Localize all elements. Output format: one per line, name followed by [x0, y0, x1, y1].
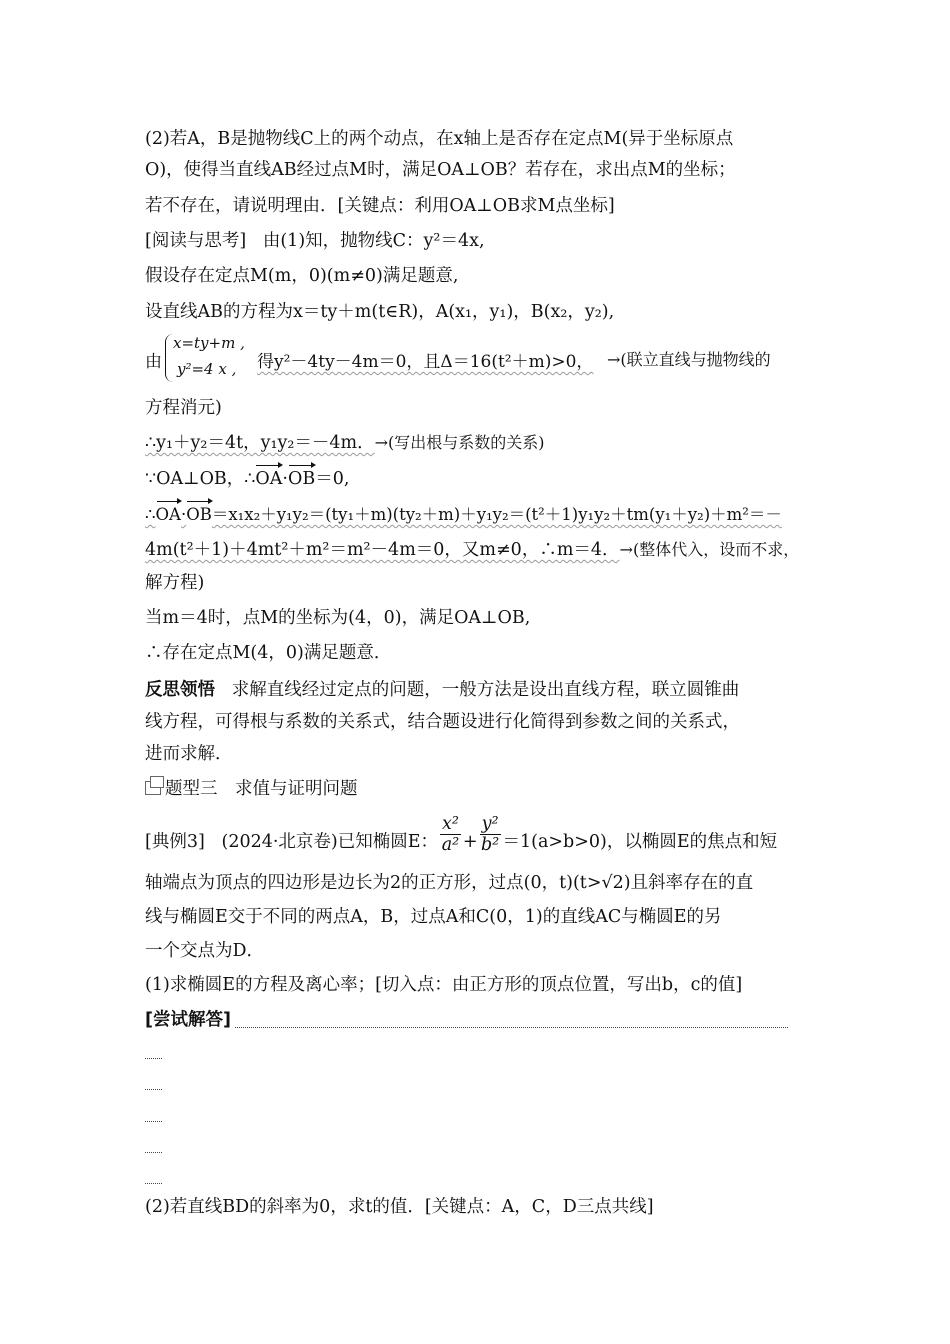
- dot-product-zero: ＝0,: [315, 469, 350, 489]
- vieta-note: →(写出根与系数的关系): [374, 433, 545, 452]
- example3-line1: [典例3] (2024·北京卷)已知椭圆E： $\frac{\text{x²}}{\text{a²}}$ + $\frac{\text{y²}}{\text{b²}}$ ＝1(a>b>0)，以椭圆E的焦点和短: [145, 814, 778, 855]
- equation-system: [145, 334, 805, 386]
- solve-note: →(整体代入，设而不求，: [619, 540, 800, 559]
- system-prefix: 由: [145, 352, 162, 372]
- reading-text: 由(1)知，抛物线C：y²＝4x,: [262, 231, 485, 251]
- fraction-y-num: y²: [481, 814, 499, 834]
- fraction-y: [480, 814, 501, 855]
- example3-line4: 一个交点为D．: [145, 941, 265, 961]
- vieta-relation: ∴y₁＋y₂＝4t，y₁y₂＝－4m．: [145, 433, 375, 453]
- answer-line-3[interactable]: [145, 1089, 162, 1090]
- reflection-label: 反思领悟: [145, 680, 215, 700]
- section-title: 题型三 求值与证明问题: [165, 779, 358, 799]
- section-icon: [145, 781, 161, 795]
- reading-line3: 设直线AB的方程为x＝ty＋m(t∈R)，A(x₁，y₁)，B(x₂，y₂),: [145, 302, 615, 322]
- reading-line6: [145, 431, 545, 455]
- example-source: (2024·北京卷)已知椭圆E：: [221, 832, 439, 852]
- solve-m: 4m(t²＋1)＋4mt²＋m²＝m²－4m＝0，又m≠0，∴m＝4．: [145, 540, 620, 560]
- example3-line2: 轴端点为顶点的四边形是边长为2的正方形，过点(0，t)(t>√2)且斜率存在的直: [145, 873, 754, 893]
- therefore-symbol: ∴: [145, 505, 156, 524]
- fraction-x: [440, 814, 461, 855]
- example-label: [典例3]: [145, 832, 205, 852]
- part2-question-line1: (2)若A，B是抛物线C上的两个动点，在x轴上是否存在定点M(异于坐标原点: [145, 129, 734, 149]
- part2-question-line3-text: 若不存在，请说明理由．: [145, 196, 338, 216]
- answer-line-6[interactable]: [145, 1183, 162, 1184]
- answer-line-5[interactable]: [145, 1152, 162, 1153]
- answer-line-2[interactable]: [145, 1058, 162, 1059]
- part2-question-line3: [145, 194, 615, 218]
- reading-label: [阅读与思考]: [145, 231, 247, 251]
- system-result: 得y²－4ty－4m＝0，且Δ＝16(t²＋m)>0，: [257, 352, 594, 372]
- section-header: [145, 777, 358, 801]
- example3-line3: 线与椭圆E交于不同的两点A，B，过点A和C(0，1)的直线AC与椭圆E的另: [145, 907, 722, 927]
- fraction-y-den: b²: [480, 835, 500, 855]
- reflection-text: 求解直线经过定点的问题，一般方法是设出直线方程，联立圆锥曲: [231, 680, 740, 700]
- reading-line9: [145, 538, 799, 562]
- reflection-line2: 线方程，可得根与系数的关系式，结合题设进行化简得到参数之间的关系式，: [145, 712, 740, 732]
- fraction-x-den: a²: [441, 835, 460, 855]
- fraction-x-num: x²: [442, 814, 459, 834]
- vector-oa: OA: [255, 469, 283, 489]
- dot-product-expansion: ＝x₁x₂＋y₁y₂＝(ty₁＋m)(ty₂＋m)＋y₁y₂＝(t²＋1)y₁y₂＋tm(y₁＋y₂)＋m²＝－: [211, 505, 782, 524]
- example3-question1: (1)求椭圆E的方程及离心率；[切入点：由正方形的顶点位置，写出b，c的值]: [145, 975, 743, 995]
- answer-line-4[interactable]: [145, 1121, 162, 1122]
- reflection-line3: 进而求解．: [145, 744, 233, 764]
- reading-line7: ∵OA⊥OB，∴OA·OB＝0,: [145, 469, 350, 489]
- try-answer-label: [尝试解答]: [145, 1010, 231, 1030]
- system-note: →(联立直线与抛物线的: [607, 350, 771, 369]
- reading-line2: 假设存在定点M(m，0)(m≠0)满足题意,: [145, 266, 459, 286]
- part2-question-line2: O)，使得当直线AB经过点M时，满足OA⊥OB？若存在，求出点M的坐标；: [145, 160, 736, 180]
- vector-ob-2: OB: [186, 503, 212, 527]
- example3-question2: (2)若直线BD的斜率为0，求t的值．[关键点：A，C，D三点共线]: [145, 1197, 654, 1217]
- perp-condition: ∵OA⊥OB，∴: [145, 469, 256, 489]
- reading-line1: [145, 229, 485, 253]
- reflection-line1: [145, 678, 739, 702]
- reading-line5: 方程消元): [145, 398, 222, 418]
- system-row1: x=ty+m ,: [173, 334, 245, 352]
- vector-ob: OB: [288, 469, 316, 489]
- reading-line10: 解方程): [145, 573, 205, 593]
- vector-oa-2: OA: [156, 503, 181, 527]
- reading-line12: ∴存在定点M(4，0)满足题意．: [145, 643, 392, 663]
- ellipse-equation-rest: ＝1(a>b>0)，以椭圆E的焦点和短: [502, 832, 778, 852]
- key-point-hint: [关键点：利用OA⊥OB求M点坐标]: [337, 196, 615, 216]
- reading-line8: ∴OA·OB＝x₁x₂＋y₁y₂＝(ty₁＋m)(ty₂＋m)＋y₁y₂＝(t²＋1)y₁y₂＋tm(y₁＋y₂)＋m²＝－: [145, 503, 782, 527]
- system-row2: y²=4 x ,: [177, 360, 237, 378]
- answer-line-1[interactable]: [235, 1027, 788, 1028]
- reading-line11: 当m＝4时，点M的坐标为(4，0)，满足OA⊥OB,: [145, 608, 531, 628]
